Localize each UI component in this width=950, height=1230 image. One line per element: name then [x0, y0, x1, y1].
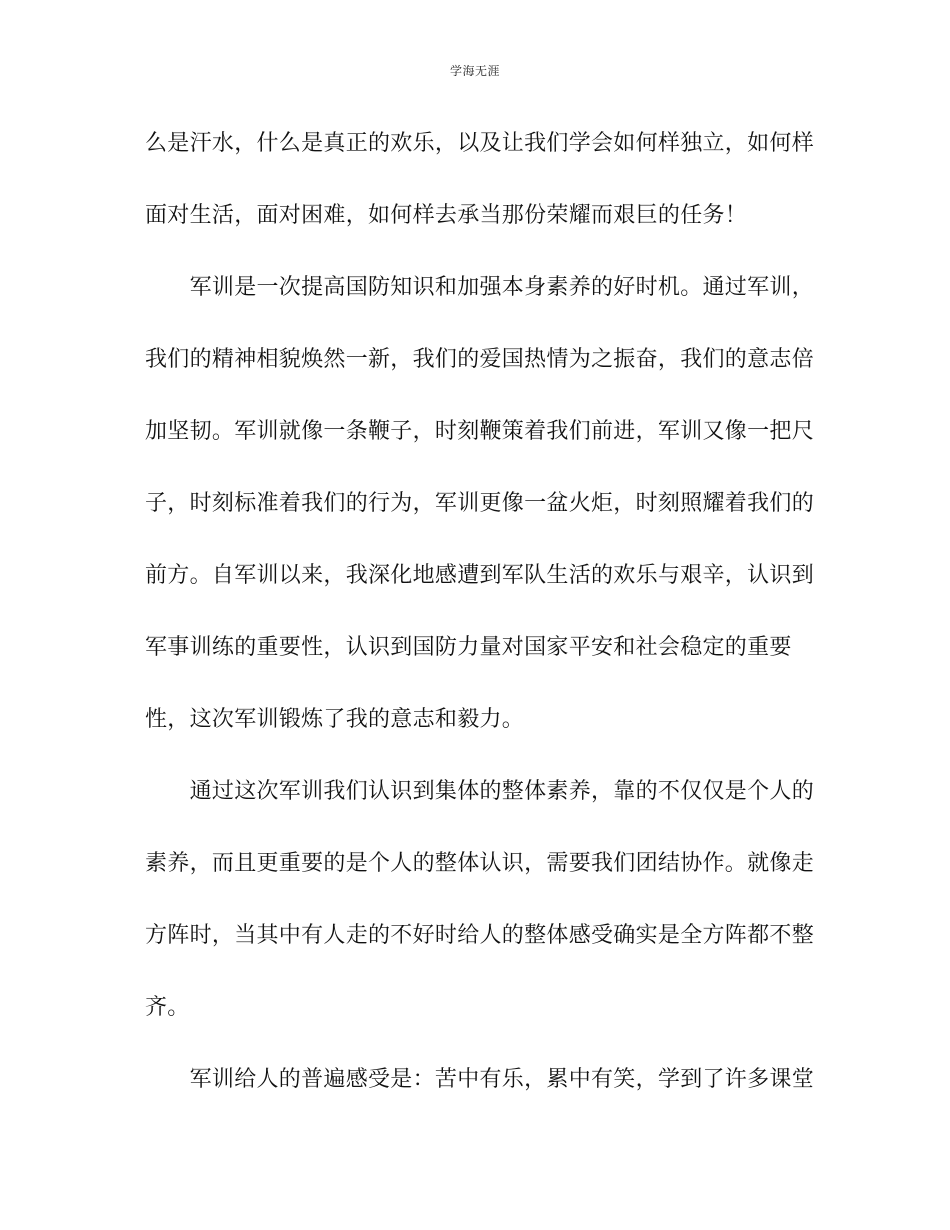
text-line-13: 齐。: [145, 995, 190, 1020]
page-header-title: 学海无涯: [449, 64, 500, 78]
text-line-2: 面对生活，面对困难，如何样去承当那份荣耀而艰巨的任务！: [145, 203, 748, 228]
text-line-6: 子，时刻标准着我们的行为，军训更像一盆火炬，时刻照耀着我们的: [145, 491, 815, 516]
text-line-3: 军训是一次提高国防知识和加强本身素养的好时机。通过军训，: [145, 275, 815, 300]
text-line-9: 性，这次军训锻炼了我的意志和毅力。: [145, 707, 525, 732]
text-line-7: 前方。自军训以来，我深化地感遭到军队生活的欢乐与艰辛，认识到: [145, 563, 815, 588]
text-line-14: 军训给人的普遍感受是：苦中有乐，累中有笑，学到了许多课堂: [145, 1067, 815, 1092]
text-line-8: 军事训练的重要性，认识到国防力量对国家平安和社会稳定的重要: [145, 635, 792, 660]
text-line-12: 方阵时，当其中有人走的不好时给人的整体感受确实是全方阵都不整: [145, 923, 815, 948]
text-line-5: 加坚韧。军训就像一条鞭子，时刻鞭策着我们前进，军训又像一把尺: [145, 419, 815, 444]
text-line-4: 我们的精神相貌焕然一新，我们的爱国热情为之振奋，我们的意志倍: [145, 347, 815, 372]
text-line-11: 素养，而且更重要的是个人的整体认识，需要我们团结协作。就像走: [145, 851, 815, 876]
text-line-10: 通过这次军训我们认识到集体的整体素养，靠的不仅仅是个人的: [145, 779, 815, 804]
text-line-1: 么是汗水，什么是真正的欢乐，以及让我们学会如何样独立，如何样: [145, 131, 815, 156]
